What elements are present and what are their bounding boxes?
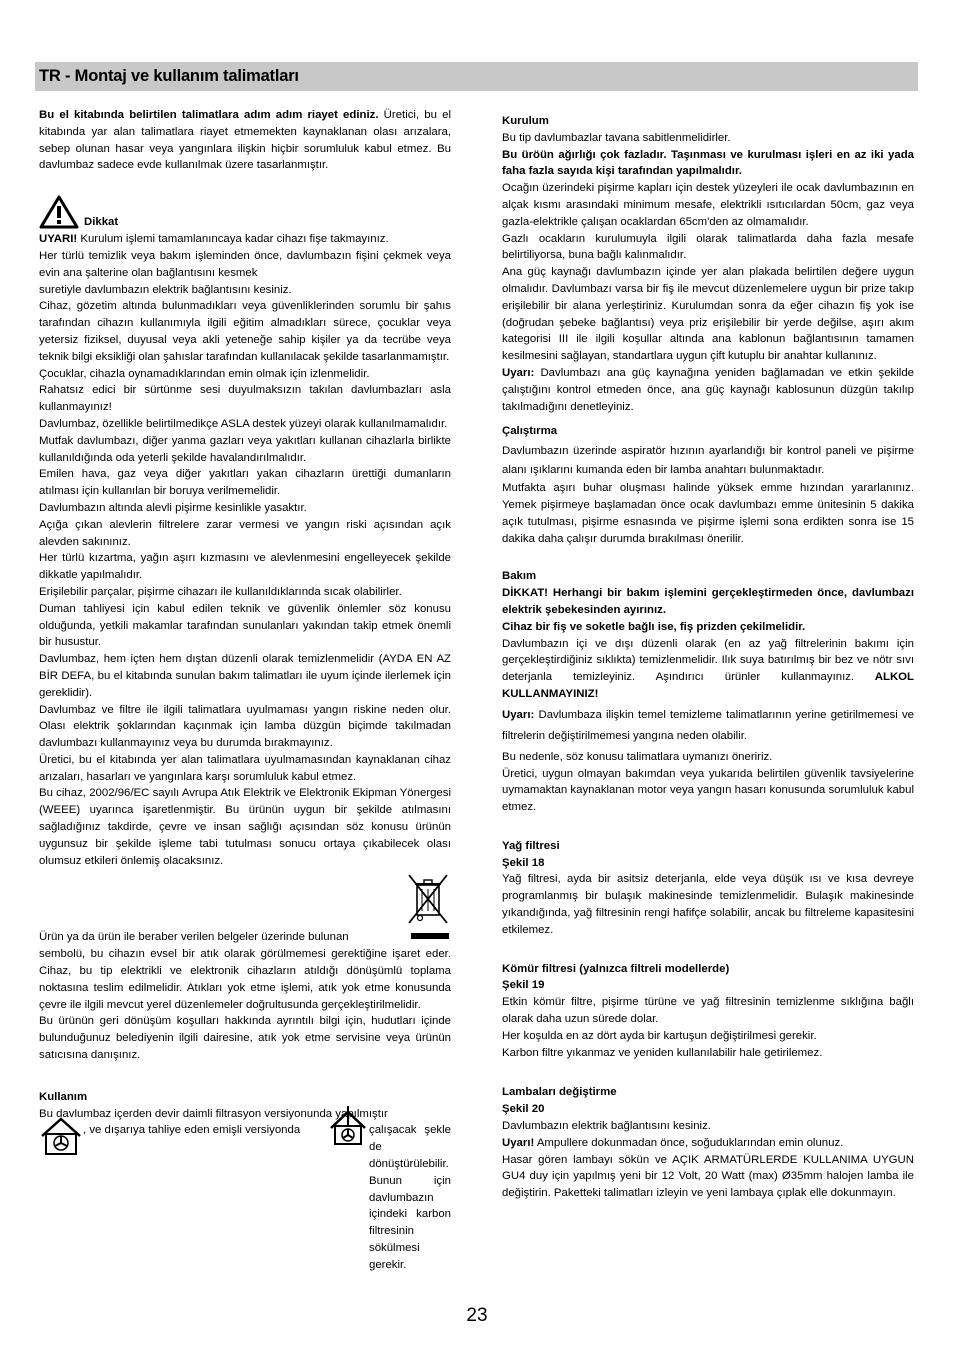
paragraph: Davlumbazın altında alevli pişirme kesinlikle yasaktır.	[39, 501, 307, 514]
figure-ref: Şekil 20	[502, 1103, 545, 1116]
paragraph: Davlumbazın üzerinde aspiratör hızının ayarlandığı bir kontrol paneli ve pişirme alanı ışıklarını kumanda eden bir lamba anahtarı bulunmaktadır.	[502, 445, 914, 477]
paragraph: Her koşulda en az dört ayda bir kartuşun değiştirilmesi gerekir.	[502, 1029, 817, 1042]
page-title: TR - Montaj ve kullanım talimatları	[39, 67, 299, 85]
paragraph: Bu davlumbaz içerden devir daimli filtrasyon versiyonunda yapılmıştır	[39, 1107, 388, 1120]
paragraph: Yağ filtresi, ayda bir asitsiz deterjanla, elde veya düşük ısı ve kısa devreye programlanmış bir bulaşık makinesinde temizlenmelidir. Bulaşık makinesinde yıkandığında, yağ filtresinin rengi hafifçe solabilir, ancak bu filtreleme kapasitesini etkilemez.	[502, 873, 914, 936]
paragraph: Bu üröün ağırlığı çok fazladır. Taşınması ve kurulması işleri en az iki yada faha fazla sayıda kişi tarafından yapılmalıdır.	[502, 148, 914, 178]
page-number: 23	[466, 1305, 488, 1326]
paragraph: Ocağın üzerindeki pişirme kapları için destek yüzeyleri ile ocak davlumbazının en alçak kısmı arasındaki minimum mesafe, elektrikli ısıtıcılardan 50cm, gaz veya gazla-elektrikle çalışan ocaklardan 65cm'den az olmamalıdır.	[502, 182, 914, 228]
section-title-bar	[35, 62, 918, 91]
paragraph: Cihaz, gözetim altında bulunmadıkları veya güvenliklerinden sorumlu bir şahıs tarafından cihazın kullanımıyla ilgili eğitim almadıkları sürece, çocuklar veya yetersiz fiziksel, duyusal veya akli yeteneğe sahip kişiler ya da tecrübe veya teknik bilgi eksikliği olan şahıslar tarafından kullanılacak şekilde tasarlanmamıştır.	[39, 300, 451, 363]
paragraph: Karbon filtre yıkanmaz ve yeniden kullanılabilir hale getirilemez.	[502, 1046, 823, 1059]
lamba-heading: Lambaları değiştirme	[502, 1086, 617, 1099]
paragraph: Erişilebilir parçalar, pişirme cihazarı ile kullanıldıklarında sıcak olabilirler.	[39, 585, 402, 598]
weee-paragraph: Ürün ya da ürün ile beraber verilen belgeler üzerinde bulunan	[39, 929, 451, 946]
paragraph: sembolü, bu cihazın evsel bir atık olarak görülmemesi gerektiğine işaret eder. Cihaz, bu tip elektrikli ve elektronik cihazların atıldığı dönüşümlü toplama noktasına teslim edilmelidir. Atıkları yok etme işlemi, atık yok etme konusunda çevre ile ilgili mevcut yerel düzenlemeler doğrultusunda gerçekleştirilmelidir.	[39, 948, 451, 1011]
kurulum-heading: Kurulum	[502, 115, 549, 127]
paragraph: Mutfak davlumbazı, diğer yanma gazları veya yakıtları kullanan cihazlarla birlikte kullanıldığında oda yeterli şekilde havalandırılmalıdır.	[39, 434, 451, 464]
paragraph: Cihaz bir fiş ve soketle bağlı ise, fiş prizden çekilmelidir.	[502, 620, 806, 633]
paragraph: Hasar gören lambayı sökün ve AÇIK ARMATÜRLERDE KULLANIMA UYGUN GU4 duy için yapılmış yeni bir 12 Volt, 20 Watt (max) Ø35mm halojen lamba ile değiştirin. Paketteki talimatları izleyin ve yeni lambaya çıplak elle dokunmayın.	[502, 1153, 914, 1200]
paragraph: Rahatsız edici bir sürtünme sesi duyulmaksızın takılan davlumbazları asla kullanmayınız!	[39, 384, 451, 414]
paragraph: Davlumbazın içi ve dışı düzenli olarak (en az yağ filtrelerinin bakımı için gerçekleştirdiğiniz sıklıkta) temizlenmelidir. Ilık suya batırılmış bir bez ve nötr sıvı deterjanla temizleyiniz. Aşındırıcı ürünler kullanmayınız. ALKOL KULLANMAYINIZ!	[502, 637, 914, 700]
intro-paragraph: Bu el kitabında belirtilen talimatlara adım adım riayet ediniz. Üretici, bu el kitabında yar alan talimatlara riayet etmemekten kaynaklanan olası arızalara, sebep olunan hasar veya yangınlara ilişkin hiçbir sorumluluk kabul etmez. Bu davlumbaz sadece evde kullanılmak üzere tasarlanmıştır.	[39, 109, 451, 172]
paragraph: suretiyle davlumbazın elektrik bağlantısını kesiniz.	[39, 283, 292, 296]
warning-heading	[39, 197, 451, 231]
left-column	[39, 107, 451, 1271]
bakim-heading: Bakım	[502, 570, 537, 583]
calistirma-heading: Çalıştırma	[502, 425, 558, 438]
paragraph: Mutfakta aşırı buhar oluşması halinde yüksek emme hızından yararlanınız. Yemek pişirmeye başlamadan önce ocak davlumbazı emme ünitesinin 5 dakika açık tutulması, pişirme esnasında ve pişirme işlemi sona erdikten sonra ise 15 dakika daha çalışır durumda bırakılması önerilir.	[502, 482, 914, 545]
paragraph: Etkin kömür filtre, pişirme türüne ve yağ filtresinin temizlenme sıklığına bağlı olarak daha uzun sürede dolar.	[502, 996, 914, 1026]
paragraph: Ana güç kaynağı davlumbazın içinde yer alan plakada belirtilen değere uygun olmalıdır. Davlumbazı varsa bir fiş ile mevcut düzenlemelere uygun bir prize takıp erişilebilir bir alana yerleştiriniz. Kurulumdan sonra da eğer cihazın fiş yok ise (doğrudan şebeke bağlantısı) veya priz erişilebilir bir yerde değilse, aşırı akım kategorisi III ile ilgili koşullar altında ana kablonun bağlantısının tamamen kesilmesini sağlayan, standartlara uygun çift kutuplu bir anahtar kullanınız.	[502, 266, 914, 363]
uyari-paragraph: Uyarı: Davlumbaza ilişkin temel temizleme talimatlarının yerine getirilmemesi ve filtrelerin değiştirilmemesi yangına neden olabilir.	[502, 708, 914, 742]
black-bar-icon	[411, 933, 449, 939]
paragraph: Bu tip davlumbazlar tavana sabitlenmelidirler.	[502, 131, 731, 144]
uyari-paragraph: Uyarı! Ampullere dokunmadan önce, soğuduklarından emin olunuz.	[502, 1136, 844, 1149]
extraction-icon	[329, 1106, 367, 1146]
weee-icon-area	[39, 869, 451, 929]
paragraph: Davlumbaz, hem içten hem dıştan düzenli olarak temizlenmelidir (AYDA EN AZ BİR DEFA, bu el kitabında sunulan bakım talimatları ile uyum içinde ilerlemek için gereklidir).	[39, 653, 451, 699]
right-column	[502, 113, 914, 1202]
crossed-bin-icon	[405, 873, 451, 925]
paragraph: Çocuklar, cihazla oynamadıklarından emin olmak için izlenmelidir.	[39, 367, 370, 380]
kullanim-icons-paragraph: , ve dışarıya tahliye eden emişli versiyonda çalışacak şekle de dönüştürülebilir. Bunun için davlumbazın içindeki karbon filtresinin sökülmesi gerekir.	[39, 1122, 451, 1145]
paragraph: DİKKAT! Herhangi bir bakım işlemini gerçekleştirmeden önce, davlumbazı elektrik şebekesinden ayırınız.	[502, 587, 914, 616]
paragraph: Bu ürünün geri dönüşüm koşulları hakkında ayrıntılı bilgi için, hudutları içinde bulunduğunuz belediyenin ilgili dairesine, atık yok etme servisine veya ürünün satıcısına danışınız.	[39, 1015, 451, 1062]
paragraph: Emilen hava, gaz veya diğer yakıtları yakan cihazların ürettiği dumanların atılması için kullanılan bir boruya verilmemelidir.	[39, 468, 451, 498]
paragraph: Üretici, bu el kitabında yer alan talimatlara uyulmamasından kaynaklanan cihaz arızaları, hasarları ve yangınlara karşı sorumluluk kabul etmez.	[39, 753, 451, 783]
paragraph: Her türlü temizlik veya bakım işleminden önce, davlumbazın fişini çekmek veya evin ana şalterine olan bağlantısını kesmek	[39, 249, 451, 279]
uyari-paragraph: UYARI! Kurulum işlemi tamamlanıncaya kadar cihazı fişe takmayınız.	[39, 233, 389, 246]
paragraph: Davlumbaz ve filtre ile ilgili talimatlara uyulmaması yangın riskine neden olur. Olası elektrik şoklarından kaçınmak için lamba düzgün biçimde takılmadan davlumbazı kullanmayınız veya bu durumda bırakmayınız.	[39, 703, 451, 750]
figure-ref: Şekil 18	[502, 856, 545, 869]
kullanim-heading: Kullanım	[39, 1090, 88, 1103]
komur-filtresi-heading: Kömür filtresi (yalnızca filtreli modellerde)	[502, 962, 730, 975]
warning-triangle-icon	[39, 195, 79, 229]
dikkat-label: Dikkat	[84, 216, 119, 229]
yag-filtresi-heading: Yağ filtresi	[502, 839, 560, 852]
paragraph: Davlumbazın elektrik bağlantısını kesiniz.	[502, 1120, 711, 1133]
figure-ref: Şekil 19	[502, 979, 545, 992]
paragraph: Gazlı ocakların kurulumuyla ilgili olarak talimatlarda daha fazla mesafe belirtiliyorsa, buna bağlı kalınmalıdır.	[502, 232, 914, 262]
uyari-paragraph: Uyarı: Davlumbazı ana güç kaynağına yeniden bağlamadan ve etkin şekilde çalıştığını kontrol etmeden önce, ana güç kaynağı kablosunun düzgün takılıp takılmadığını denetleyiniz.	[502, 366, 914, 413]
paragraph: Üretici, uygun olmayan bakımdan veya yukarıda belirtilen güvenlik tavsiyelerine uymamaktan kaynaklanan motor veya yangın hasarı konusunda sorumluluk kabul etmez.	[502, 767, 914, 814]
paragraph: Açığa çıkan alevlerin filtrelere zarar vermesi ve yangın riski açısından açık alevden sakınınız.	[39, 518, 451, 548]
paragraph: Davlumbaz, özellikle belirtilmedikçe ASLA destek yüzeyi olarak kullanılmamalıdır.	[39, 417, 448, 430]
paragraph: Bu nedenle, söz konusu talimatlara uymanızı öneririz.	[502, 750, 773, 763]
paragraph: Bu cihaz, 2002/96/EC sayılı Avrupa Atık Elektrik ve Elektronik Ekipman Yönergesi (WEEE) uyarınca işaretlenmiştir. Bu ürünün uygun bir şekilde atılmasını sağladığınız takdirde, çevre ve insan sağlığı açısından söz konusu ürünün uygunsuz bir şekilde işleme tabi tutulması sonucu ortaya çıkabilecek olası olumsuz etkileri önlemiş olacaksınız.	[39, 787, 451, 867]
recirculation-icon	[39, 1116, 83, 1156]
paragraph: Her türlü kızartma, yağın aşırı kızmasını ve alevlenmesini engelleyecek şekilde dikkatle yapılmalıdır.	[39, 552, 451, 582]
paragraph: Duman tahliyesi için kabul edilen teknik ve güvenlik önlemler söz konusu olduğunda, yetkili makamlar tarafından sunulanları yakından takip etmek önemli bir husustur.	[39, 602, 451, 649]
